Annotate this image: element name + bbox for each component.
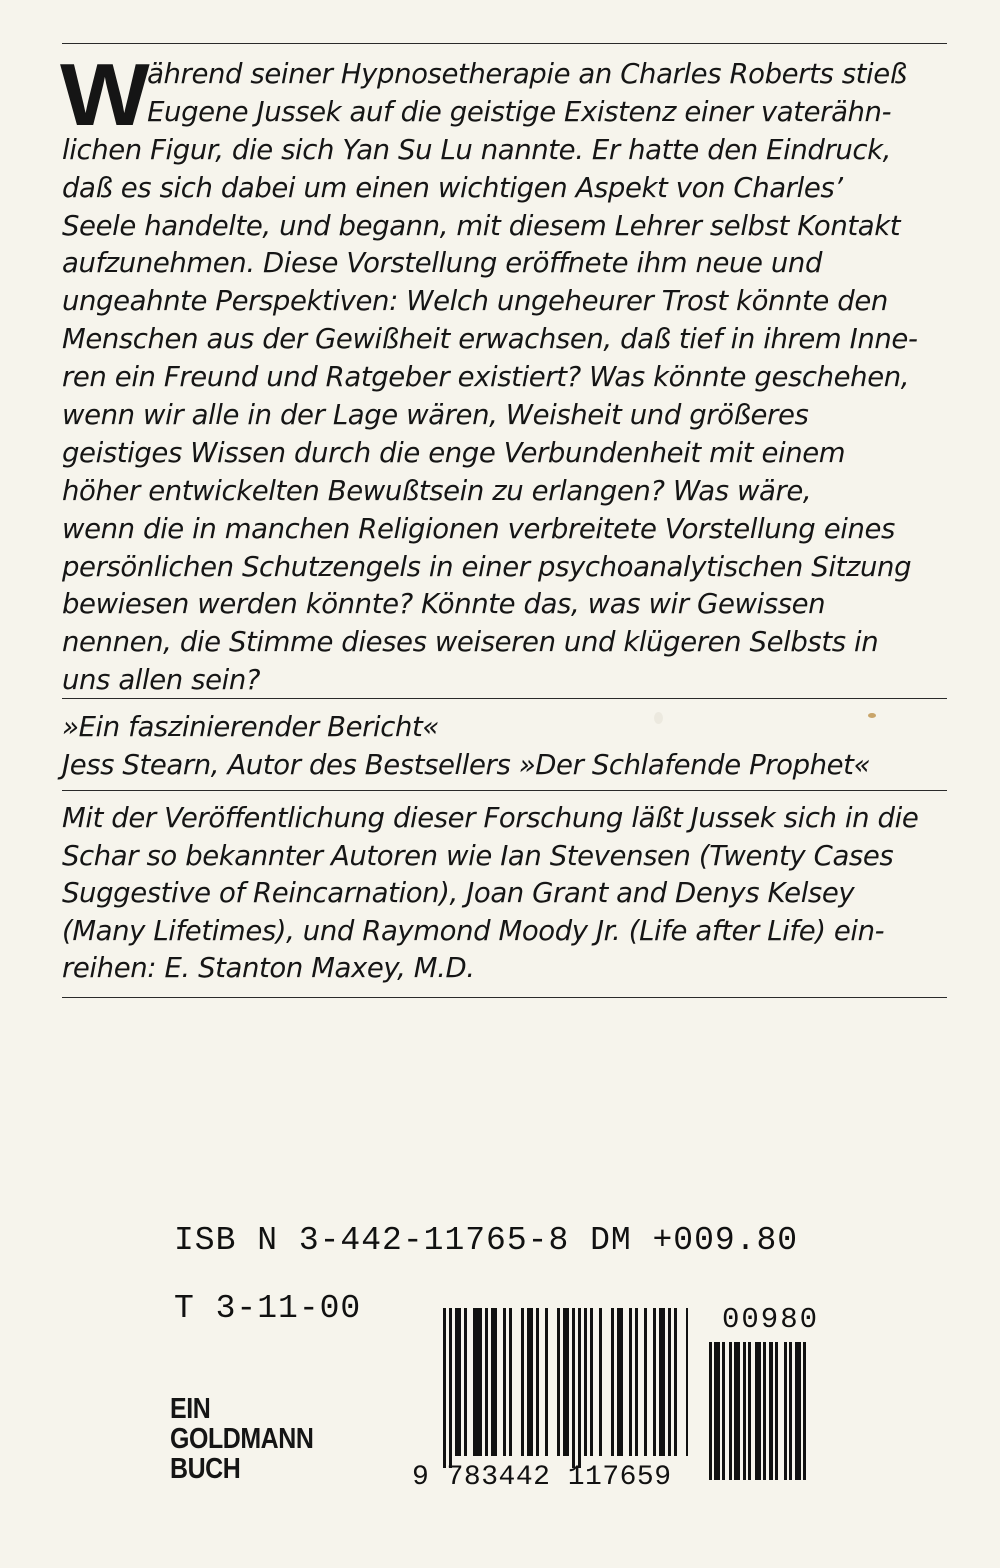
quote-attribution: Jess Stearn, Autor des Bestsellers »Der Schlafende Prophet« [62, 749, 871, 781]
paper-speck [654, 712, 663, 724]
press-line: Suggestive of Reincarnation), Joan Grant and Denys Kelsey [62, 877, 855, 909]
barcode-bar [578, 1308, 581, 1468]
blurb-line: geistiges Wissen durch die enge Verbundenheit mit einem [62, 436, 846, 469]
blurb-text [60, 45, 947, 700]
barcode-bar [743, 1342, 746, 1480]
barcode-bar [584, 1308, 587, 1456]
barcode-bar [449, 1308, 452, 1468]
barcode-bar [668, 1308, 671, 1456]
barcode-bar [473, 1308, 482, 1456]
quote-text: »Ein faszinierender Bericht« [62, 711, 439, 743]
barcode-bar [755, 1342, 761, 1480]
t-code: T 3-11-00 [174, 1290, 362, 1327]
blurb-line: wenn die in manchen Religionen verbreitete Vorstellung eines [62, 512, 895, 545]
barcode-bar [775, 1342, 778, 1480]
price-addon-code: 00980 [722, 1303, 820, 1336]
blurb-line: wenn wir alle in der Lage wären, Weisheit und größeres [62, 399, 809, 432]
press-text [62, 800, 947, 988]
barcode-bar [763, 1342, 766, 1480]
barcode-bar [443, 1308, 446, 1468]
paper-speck [868, 713, 876, 718]
blurb-line: Seele handelte, und begann, mit diesem Lehrer selbst Kontakt [62, 209, 901, 242]
barcode-bar [611, 1308, 614, 1456]
barcode-bar [572, 1308, 575, 1468]
ean-barcode [443, 1308, 688, 1470]
top-rule [62, 43, 947, 44]
press-line: Mit der Veröffentlichung dieser Forschung läßt Jussek sich in die [62, 802, 919, 834]
barcode-bar [653, 1308, 656, 1456]
blurb-line: nennen, die Stimme dieses weiseren und klügeren Selbsts in [62, 626, 879, 659]
press-line: Schar so bekannter Autoren wie Ian Stevensen (Twenty Cases [62, 839, 894, 872]
barcode-bar [464, 1308, 467, 1456]
press-line: reihen: E. Stanton Maxey, M.D. [62, 952, 475, 984]
barcode-bar [509, 1308, 512, 1456]
divider-rule [62, 698, 947, 699]
barcode-bar [714, 1342, 720, 1480]
ean-digits: 9 783442 117659 [412, 1462, 672, 1493]
barcode-bar [722, 1342, 725, 1480]
blurb-line: daß es sich dabei um einen wichtigen Aspekt von Charles’ [62, 171, 843, 204]
blurb-line: lichen Figur, die sich Yan Su Lu nannte. Er hatte den Eindruck, [62, 133, 891, 166]
barcode-bar [674, 1308, 677, 1456]
divider-rule [62, 790, 947, 791]
publisher-line: EIN [170, 1393, 211, 1425]
barcode-bar [686, 1308, 688, 1456]
barcode-bar [644, 1308, 647, 1456]
publisher-line: BUCH [170, 1453, 241, 1485]
blurb-line: Eugene Jussek auf die geistige Existenz einer vaterähn- [147, 95, 892, 128]
press-line: (Many Lifetimes), und Raymond Moody Jr. (Life after Life) ein- [62, 914, 885, 947]
barcode-bar [545, 1308, 548, 1456]
blurb-line: höher entwickelten Bewußtsein zu erlangen? Was wäre, [62, 474, 812, 507]
barcode-bar [599, 1308, 602, 1456]
barcode-bar [557, 1308, 560, 1456]
barcode-bar [536, 1308, 539, 1456]
blurb-line: aufzunehmen. Diese Vorstellung eröffnete ihm neue und [62, 247, 822, 280]
barcode-bar [485, 1308, 488, 1456]
blurb-line: ren ein Freund und Ratgeber existiert? Was könnte geschehen, [62, 361, 910, 394]
review-quote [62, 708, 947, 784]
drop-cap: W [60, 45, 146, 144]
barcode-bar [803, 1342, 806, 1480]
blurb-line: uns allen sein? [62, 664, 261, 697]
barcode-bar [748, 1342, 751, 1480]
barcode-bar [590, 1308, 593, 1456]
blurb-line: ährend seiner Hypnosetherapie an Charles Roberts stieß [147, 58, 907, 90]
isbn-line: ISB N 3-442-11765-8 DM +009.80 [174, 1222, 799, 1259]
barcode-bar [521, 1308, 524, 1456]
barcode-bar [795, 1342, 801, 1480]
barcode-bar [629, 1308, 632, 1456]
blurb-line: ungeahnte Perspektiven: Welch ungeheurer Trost könnte den [62, 285, 888, 318]
barcode-bar [455, 1308, 461, 1456]
blurb-line: bewiesen werden könnte? Könnte das, was wir Gewissen [62, 588, 826, 621]
barcode-bar [635, 1308, 638, 1456]
barcode-bar [527, 1308, 533, 1456]
barcode-bar [709, 1342, 712, 1480]
barcode-bar [769, 1342, 773, 1480]
barcode-bar [734, 1342, 740, 1480]
barcode-bar [491, 1308, 497, 1456]
barcode-bar [617, 1308, 623, 1456]
bottom-rule [62, 997, 947, 998]
barcode-bar [784, 1342, 787, 1480]
barcode-bar [659, 1308, 665, 1456]
publisher-logo [170, 1394, 313, 1484]
barcode-bar [729, 1342, 732, 1480]
publisher-line: GOLDMANN [170, 1423, 314, 1455]
barcode-bar [503, 1308, 506, 1456]
barcode-bar [563, 1308, 569, 1456]
blurb-line: persönlichen Schutzengels in einer psychoanalytischen Sitzung [62, 550, 912, 583]
blurb-line: Menschen aus der Gewißheit erwachsen, daß tief in ihrem Inne- [62, 323, 918, 356]
barcode-bar [789, 1342, 792, 1480]
addon-barcode [709, 1342, 831, 1480]
